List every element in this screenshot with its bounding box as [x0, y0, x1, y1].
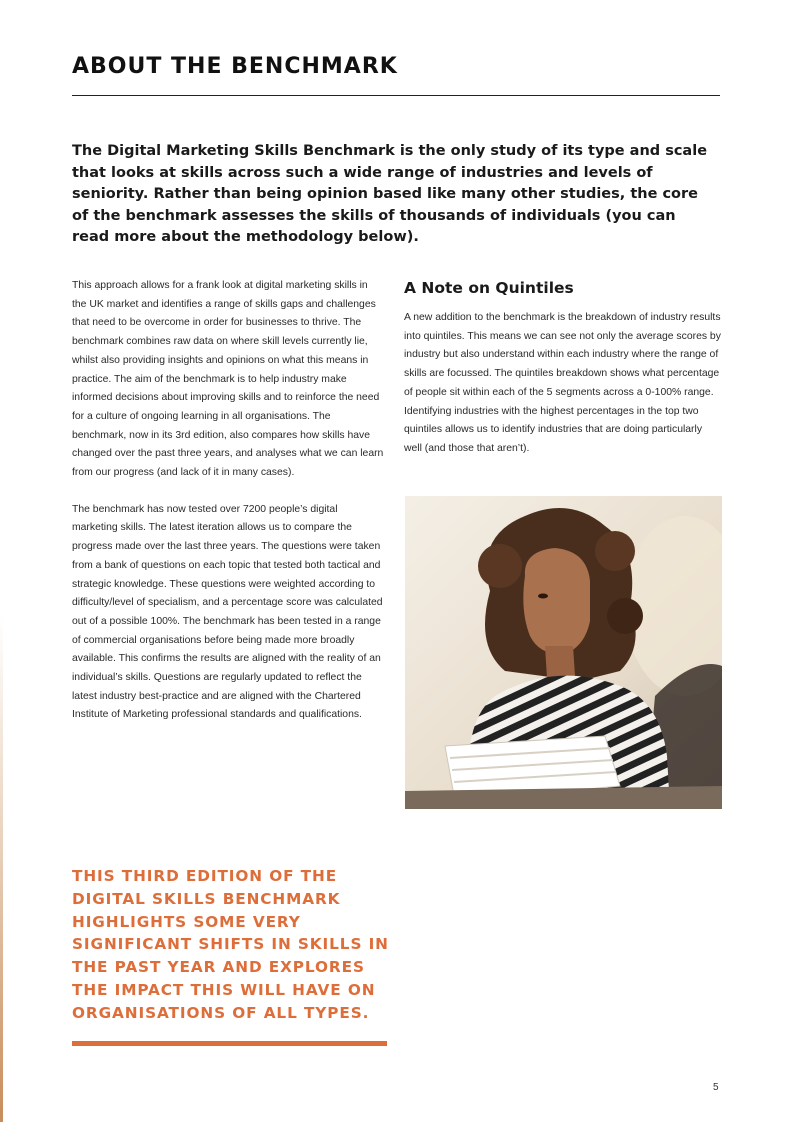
page-number: 5 [713, 1082, 719, 1093]
body-column [72, 277, 384, 743]
body-paragraph-approach: This approach allows for a frank look at digital marketing skills in the UK market and identifies a range of skills gaps and challenges that need to be overcome in order for businesses to thrive. The benchmark combines raw data on where skill levels currently lie, whilst also providing insights and opinions on what this means in practice. The aim of the benchmark is to help industry make informed decisions about improving skills and to reinforce the need for a culture of ongoing learning in all organisations. The benchmark, now in its 3rd edition, also compares how skills have changed over the past three years, and analyses what we can learn from our progress (and lack of it in many cases). [72, 280, 384, 479]
quintiles-text: A new addition to the benchmark is the breakdown of industry results into quintiles. This means we can see not only the average scores by industry but also understand within each industry where the range of skills are focussed. The quintiles breakdown shows what percentage of people sit within each of the 5 segments across a 0-100% range. Identifying industries with the highest percentages in the top two quintiles allows us to identify industries that are doing particularly well (and those that aren’t). [404, 312, 721, 454]
page-edge-decoration [0, 0, 3, 1122]
quintiles-heading: A Note on Quintiles [404, 279, 574, 297]
callout-underline [72, 1041, 387, 1046]
woman-at-desk-photo [405, 496, 722, 809]
body-paragraph-methodology: The benchmark has now tested over 7200 people’s digital marketing skills. The latest iteration allows us to compare the progress made over the last three years. The questions were taken from a bank of questions on each topic that tested both tactical and strategic knowledge. These questions were weighted according to difficulty/level of specialism, and a percentage score was calculated out of a possible 100%. The benchmark has been tested in a range of commercial organisations before being made more broadly available. This confirms the results are aligned with the reality of an individual’s skills. Questions are regularly updated to reflect the latest industry best-practice and are aligned with the Chartered Institute of Marketing professional standards and qualifications. [72, 503, 383, 721]
page-title: ABOUT THE BENCHMARK [72, 54, 398, 79]
callout-quote: THIS THIRD EDITION OF THE DIGITAL SKILLS BENCHMARK HIGHLIGHTS SOME VERY SIGNIFICANT SHIFTS IN SKILLS IN THE PAST YEAR AND EXPLORES THE IMPACT THIS WILL HAVE ON ORGANISATIONS OF ALL TYPES. [72, 867, 389, 1022]
title-divider [72, 95, 720, 96]
lead-paragraph: The Digital Marketing Skills Benchmark is the only study of its type and scale that looks at skills across such a wide range of industries and levels of seniority. Rather than being opinion based like many other studies, the core of the benchmark assesses the skills of thousands of individuals (you can read more about the methodology below). [72, 143, 708, 245]
photo-illustration [405, 496, 722, 809]
